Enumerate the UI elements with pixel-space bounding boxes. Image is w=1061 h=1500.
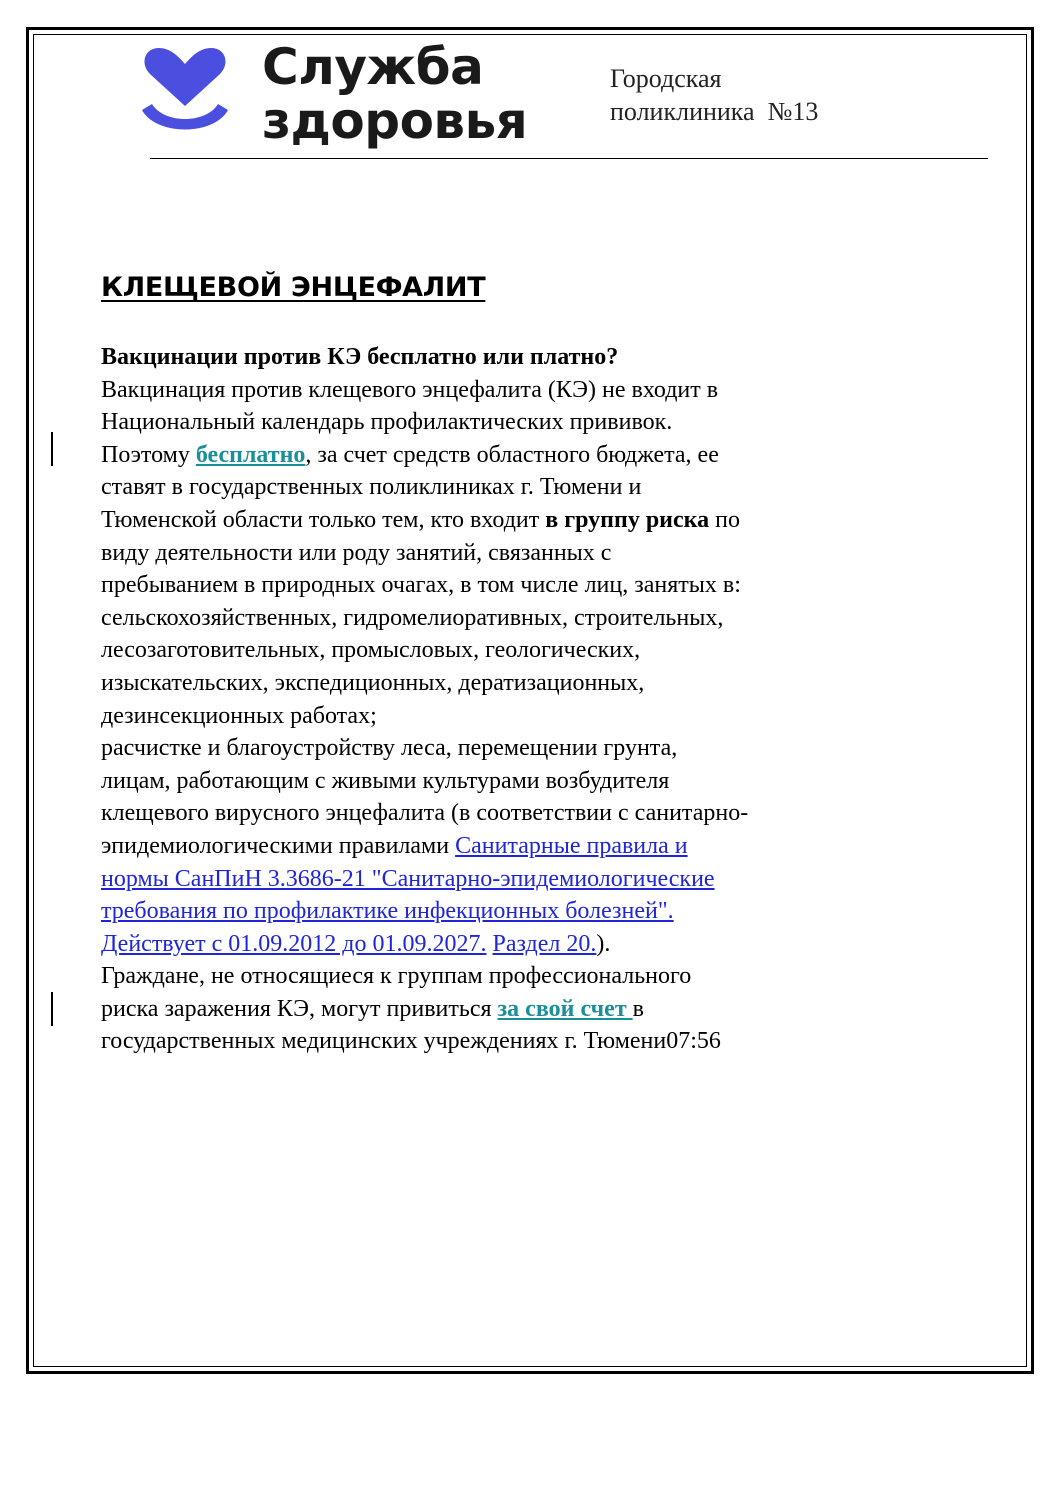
paragraph-line — [101, 439, 901, 472]
text-run: по — [709, 506, 740, 533]
paragraph-line: государственных медицинских учреждениях г. Тюмени07:56 — [101, 1028, 721, 1055]
logo-line-1: Служба — [262, 38, 484, 96]
paid-vaccination-link[interactable]: за свой счет — [497, 995, 633, 1022]
paragraph-line — [101, 895, 901, 928]
section-heading: Вакцинации против КЭ бесплатно или платно? — [101, 344, 619, 370]
logo-line-2: здоровья — [262, 92, 528, 150]
revision-mark — [51, 992, 53, 1026]
free-vaccination-link[interactable]: бесплатно — [195, 441, 306, 468]
paragraph-line: Вакцинация против клещевого энцефалита (КЭ) не входит в — [101, 376, 719, 403]
text-run: в — [632, 995, 644, 1022]
text-run: ). — [596, 930, 611, 957]
text-run: , за счет средств областного бюджета, ее — [305, 441, 719, 468]
paragraph-line — [101, 504, 901, 537]
sanpin-link[interactable]: требования по профилактике инфекционных болезней". — [101, 898, 674, 925]
paragraph-line: дезинсекционных работах; — [101, 702, 377, 729]
paragraph-line: расчистке и благоустройству леса, перемещении грунта, — [101, 735, 678, 762]
section-20-link[interactable]: Раздел 20. — [492, 930, 597, 957]
header-divider — [150, 158, 988, 159]
paragraph-line — [101, 830, 901, 863]
sanpin-link[interactable]: Санитарные правила и — [455, 832, 688, 859]
paragraph-line: Национальный календарь профилактических прививок. — [101, 409, 673, 436]
paragraph-line — [101, 993, 901, 1026]
sanpin-link[interactable]: Действует с 01.09.2012 до 01.09.2027. — [101, 930, 487, 957]
paragraph-line: клещевого вирусного энцефалита (в соответствии с санитарно- — [101, 800, 749, 827]
paragraph-line: изыскательских, экспедиционных, дератизационных, — [101, 669, 645, 696]
paragraph-line: лицам, работающим с живыми культурами возбудителя — [101, 767, 670, 794]
text-run: Поэтому — [101, 441, 196, 468]
text-run: риска заражения КЭ, могут привиться — [101, 995, 498, 1022]
org-line-2: поликлиника №13 — [610, 97, 819, 126]
org-line-1: Городская — [610, 64, 722, 93]
text-run: эпидемиологическими правилами — [101, 832, 456, 859]
sanpin-link[interactable]: нормы СанПиН 3.3686-21 "Санитарно-эпидемиологические — [101, 865, 715, 892]
paragraph-line: Граждане, не относящиеся к группам профессионального — [101, 963, 692, 990]
paragraph-line: ставят в государственных поликлиниках г. Тюмени и — [101, 474, 642, 501]
revision-mark — [51, 432, 53, 466]
document-title: КЛЕЩЕВОЙ ЭНЦЕФАЛИТ — [101, 272, 486, 303]
organization-name — [610, 62, 818, 128]
heart-smile-logo-icon — [134, 44, 236, 140]
paragraph-line: пребыванием в природных очагах, в том числе лиц, занятых в: — [101, 572, 741, 599]
paragraph-line — [101, 863, 901, 896]
article-body — [101, 341, 901, 1058]
logo-wordmark — [262, 40, 527, 148]
text-run: Тюменской области только тем, кто входит — [101, 506, 546, 533]
risk-group-emphasis: в группу риска — [545, 506, 710, 533]
paragraph-line — [101, 928, 901, 961]
paragraph-line: виду деятельности или роду занятий, связанных с — [101, 539, 612, 566]
paragraph-line: лесозаготовительных, промысловых, геологических, — [101, 637, 641, 664]
paragraph-line: сельскохозяйственных, гидромелиоративных, строительных, — [101, 604, 724, 631]
